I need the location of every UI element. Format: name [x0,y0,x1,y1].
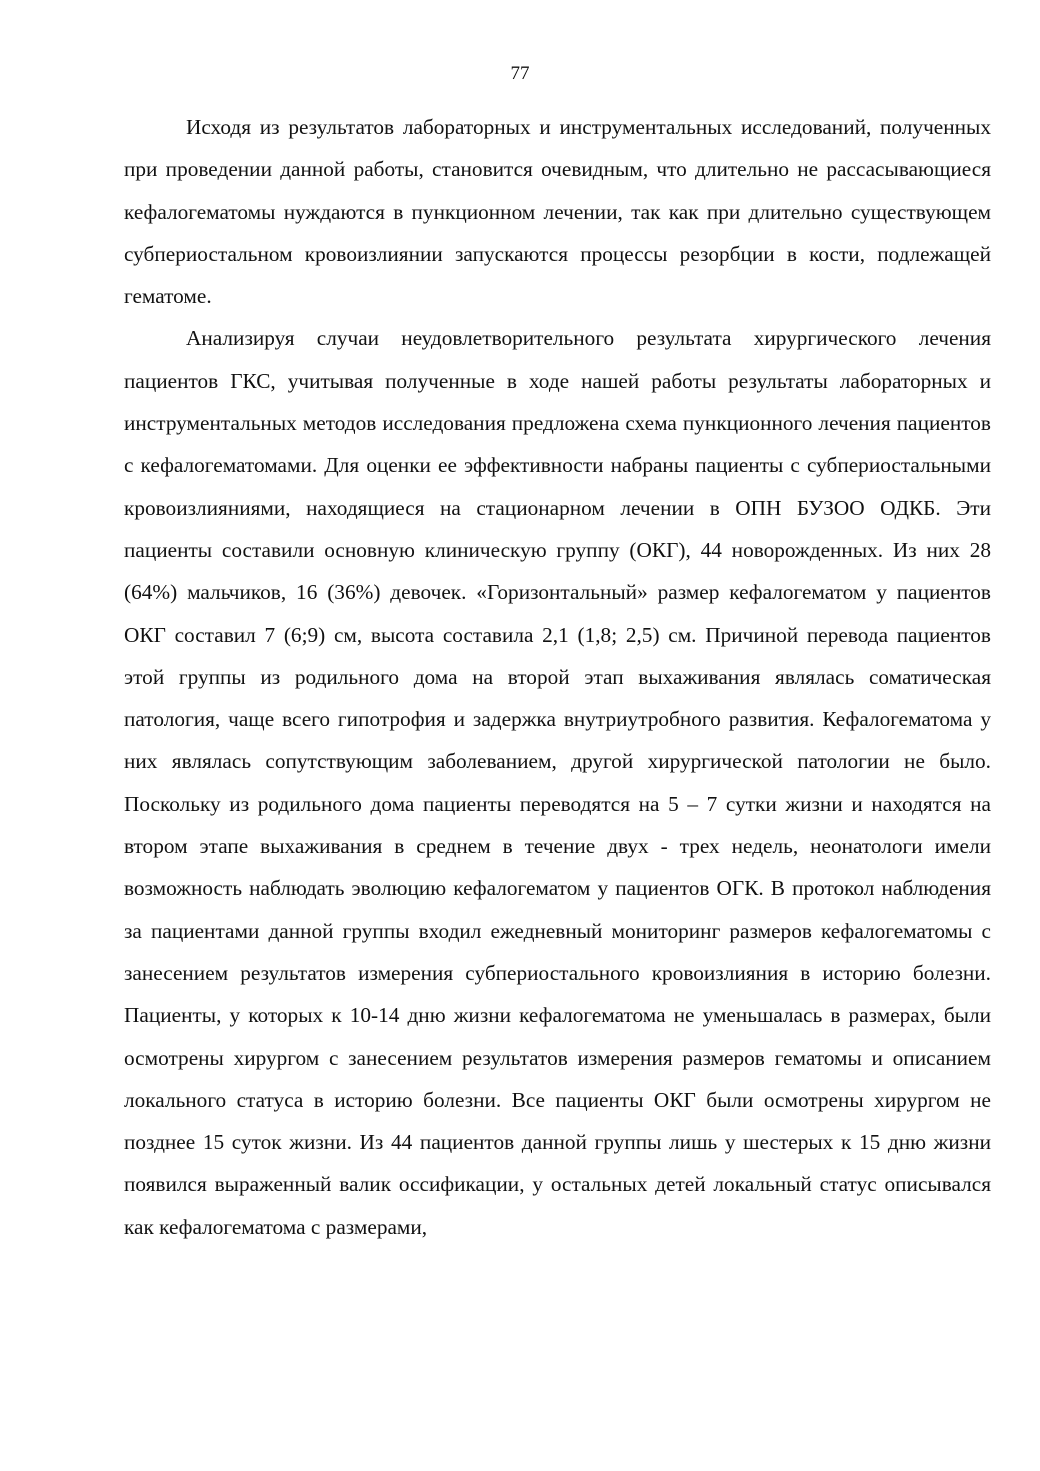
page-number: 77 [510,63,530,84]
body-text [124,106,991,1248]
paragraph-2: Анализируя случаи неудовлетворительного результата хирургического лечения пациентов ГКС, учитывая полученные в ходе нашей работы результаты лабораторных и инструментальных методов исследования предложена схема пункционного лечения пациентов с кефалогематомами. Для оценки ее эффективности набраны пациенты с субпериостальными кровоизлияниями, находящиеся на стационарном лечении в ОПН БУЗОО ОДКБ. Эти пациенты составили основную клиническую группу (ОКГ), 44 новорожденных. Из них 28 (64%) мальчиков, 16 (36%) девочек. «Горизонтальный» размер кефалогематом у пациентов ОКГ составил 7 (6;9) см, высота составила 2,1 (1,8; 2,5) см. Причиной перевода пациентов этой группы из родильного дома на второй этап выхаживания являлась соматическая патология, чаще всего гипотрофия и задержка внутриутробного развития. Кефалогематома у них являлась сопутствующим заболеванием, другой хирургической патологии не было. Поскольку из родильного дома пациенты переводятся на 5 – 7 сутки жизни и находятся на втором этапе выхаживания в среднем в течение двух - трех недель, неонатологи имели возможность наблюдать эволюцию кефалогематом у пациентов ОГК. В протокол наблюдения за пациентами данной группы входил ежедневный мониторинг размеров кефалогематомы с занесением результатов измерения субпериостального кровоизлияния в историю болезни. Пациенты, у которых к 10-14 дню жизни кефалогематома не уменьшалась в размерах, были осмотрены хирургом с занесением результатов измерения размеров гематомы и описанием локального статуса в историю болезни. Все пациенты ОКГ были осмотрены хирургом не позднее 15 суток жизни. Из 44 пациентов данной группы лишь у шестерых к 15 дню жизни появился выраженный валик оссификации, у остальных детей локальный статус описывался как кефалогематома с размерами, [124,326,991,1239]
paragraph-1: Исходя из результатов лабораторных и инструментальных исследований, полученных при проведении данной работы, становится очевидным, что длительно не рассасывающиеся кефалогематомы нуждаются в пункционном лечении, так как при длительно существующем субпериостальном кровоизлиянии запускаются процессы резорбции в кости, подлежащей гематоме. [124,115,991,309]
